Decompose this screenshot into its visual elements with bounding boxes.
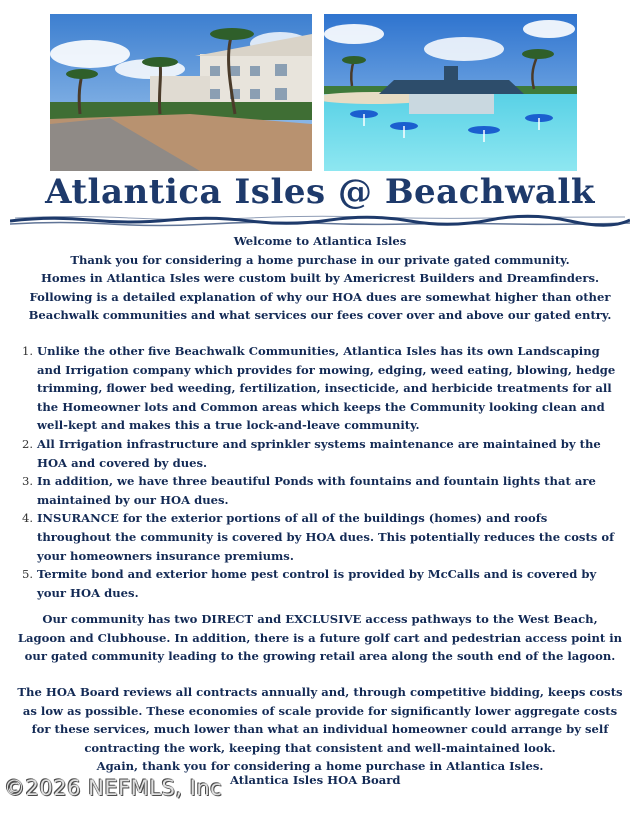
- boardwalk-townhomes-photo: [50, 14, 312, 171]
- list-number: 5.: [22, 567, 34, 582]
- list-number: 3.: [22, 474, 34, 489]
- board-line: Again, thank you for considering a home purchase in Atlantica Isles.: [96, 759, 544, 774]
- access-line: our gated community leading to the growing retail area along the south end of the lagoon.: [24, 649, 616, 664]
- list-line: trimming, flower bed weeding, fertilization, insecticide, and herbicide treatments for all: [37, 381, 612, 396]
- signature: Atlantica Isles HOA Board: [230, 773, 401, 787]
- copyright-watermark: ©2026 NEFMLS, Inc: [4, 776, 223, 800]
- intro-line: Beachwalk communities and what services our fees cover over and above our gated entry.: [28, 308, 612, 323]
- intro-section: [0, 232, 640, 325]
- board-paragraph: [0, 683, 640, 776]
- list-number: 1.: [22, 344, 34, 358]
- board-line: The HOA Board reviews all contracts annually and, through competitive bidding, keeps costs: [17, 685, 623, 699]
- access-paragraph: [0, 610, 640, 666]
- list-item: [22, 435, 622, 472]
- lagoon-swim-up-bar-photo: [324, 14, 577, 171]
- list-line: and Irrigation company which provides for mowing, edging, weed eating, blowing, hedge: [37, 362, 616, 377]
- wave-divider: [10, 212, 630, 230]
- board-line: for these services, much lower than what an individual homeowner could arrange by self: [31, 722, 609, 737]
- list-item: [22, 472, 622, 509]
- list-line: Unlike the other five Beachwalk Communities, Atlantica Isles has its own Landscaping: [37, 344, 600, 358]
- list-line: INSURANCE for the exterior portions of all of the buildings (homes) and roofs: [37, 511, 548, 526]
- list-line: All Irrigation infrastructure and sprinkler systems maintenance are maintained by the: [37, 436, 601, 451]
- list-line: throughout the community is covered by HOA dues. This potentially reduces the costs of: [37, 529, 615, 544]
- list-item: [22, 509, 622, 565]
- services-list: [22, 342, 622, 602]
- list-line: In addition, we have three beautiful Ponds with fountains and fountain lights that are: [37, 474, 596, 489]
- list-number: 2.: [22, 436, 34, 451]
- intro-line: Homes in Atlantica Isles were custom built by Americrest Builders and Dreamfinders.: [40, 271, 600, 286]
- page-title: Atlantica Isles @ Beachwalk: [45, 172, 595, 212]
- access-line: Lagoon and Clubhouse. In addition, there is a future golf cart and pedestrian access point in: [17, 630, 623, 645]
- intro-line: Following is a detailed explanation of why our HOA dues are somewhat higher than other: [29, 289, 611, 304]
- list-line: maintained by our HOA dues.: [37, 492, 229, 507]
- list-item: [22, 565, 622, 602]
- list-line: well-kept and makes this a true lock-and-leave community.: [37, 418, 420, 433]
- board-line: contracting the work, keeping that consistent and well-maintained look.: [84, 740, 556, 755]
- list-line: Termite bond and exterior home pest control is provided by McCalls and is covered by: [37, 567, 597, 582]
- list-line: the Homeowner lots and Common areas which keeps the Community looking clean and: [37, 399, 605, 414]
- list-line: your homeowners insurance premiums.: [37, 548, 294, 563]
- list-line: your HOA dues.: [37, 585, 139, 600]
- access-line: Our community has two DIRECT and EXCLUSIVE access pathways to the West Beach,: [42, 612, 598, 626]
- header-photos: [50, 14, 577, 171]
- welcome-heading: Welcome to Atlantica Isles: [233, 234, 407, 248]
- list-item: [22, 342, 622, 435]
- intro-line: Thank you for considering a home purchase in our private gated community.: [70, 252, 570, 267]
- list-number: 4.: [22, 511, 34, 526]
- board-line: as low as possible. These economies of scale provide for significantly lower aggregate costs: [22, 703, 618, 718]
- list-line: HOA and covered by dues.: [37, 455, 208, 470]
